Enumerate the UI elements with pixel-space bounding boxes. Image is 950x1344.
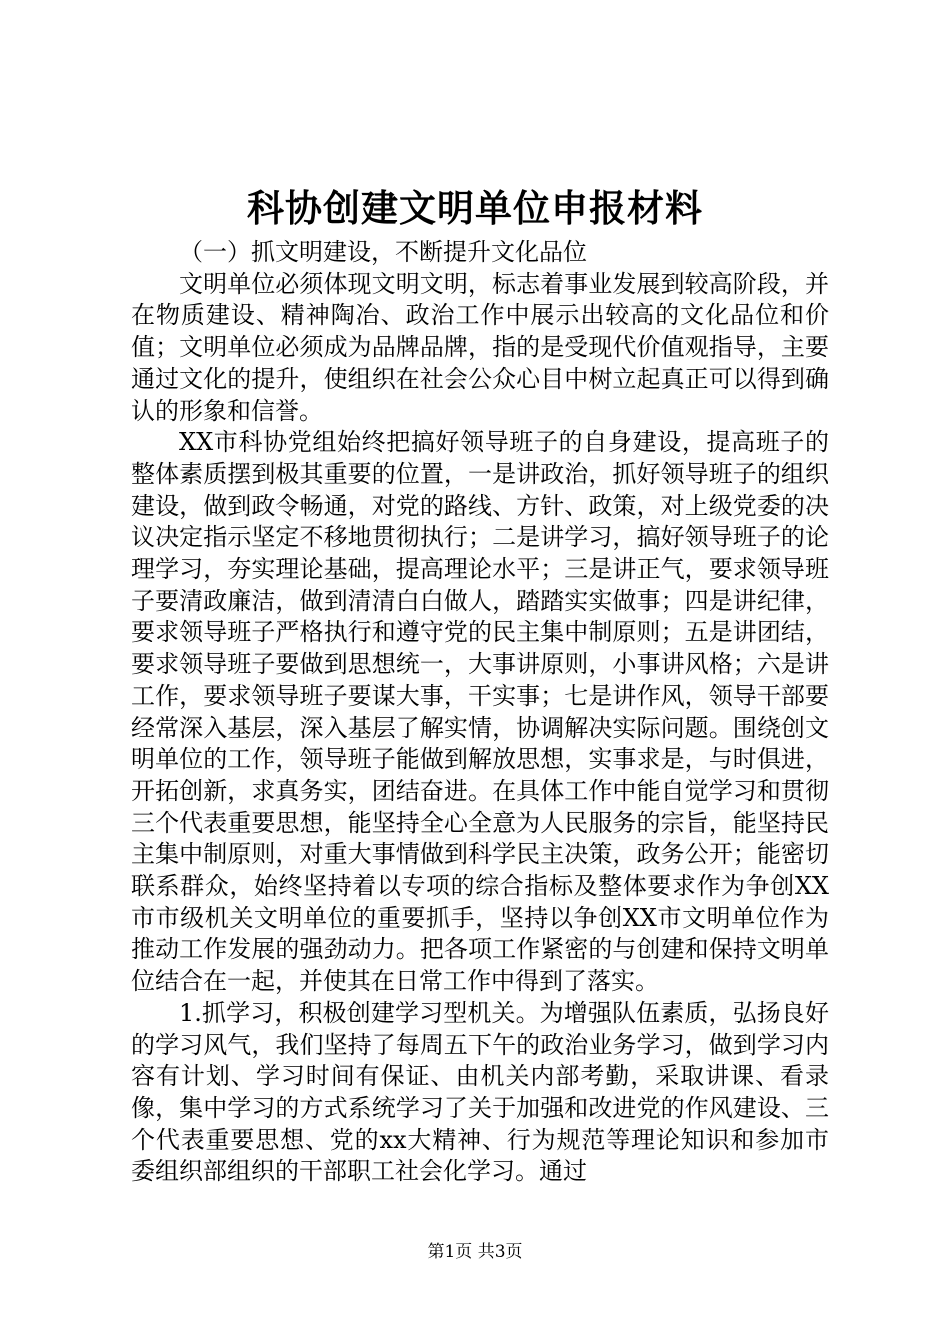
paragraph-study: 1.抓学习，积极创建学习型机关。为增强队伍素质，弘扬良好的学习风气，我们坚持了每周五下午的政治业务学习，做到学习内容有计划、学习时间有保证、由机关内部考勤，采取讲课、看录像，集中学习的方式系统学习了关于加强和改进党的作风建设、三个代表重要思想、党的xx大精神、行为规范等理论知识和参加市委组织部组织的干部职工社会化学习。通过 — [131, 998, 829, 1186]
paragraph-leadership: XX市科协党组始终把搞好领导班子的自身建设，提高班子的整体素质摆到极其重要的位置，一是讲政治，抓好领导班子的组织建设，做到政令畅通，对党的路线、方针、政策，对上级党委的决议决定指示坚定不移地贯彻执行；二是讲学习，搞好领导班子的论理学习，夯实理论基础，提高理论水平；三是讲正气，要求领导班子要清政廉洁，做到清清白白做人，踏踏实实做事；四是讲纪律，要求领导班子严格执行和遵守党的民主集中制原则；五是讲团结，要求领导班子要做到思想统一，大事讲原则，小事讲风格；六是讲工作，要求领导班子要谋大事，干实事；七是讲作风，领导干部要经常深入基层，深入基层了解实情，协调解决实际问题。围绕创文明单位的工作，领导班子能做到解放思想，实事求是，与时俱进，开拓创新，求真务实，团结奋进。在具体工作中能自觉学习和贯彻三个代表重要思想，能坚持全心全意为人民服务的宗旨，能坚持民主集中制原则，对重大事情做到科学民主决策，政务公开；能密切联系群众，始终坚持着以专项的综合指标及整体要求作为争创XX市市级机关文明单位的重要抓手，坚持以争创XX市文明单位作为推动工作发展的强劲动力。把各项工作紧密的与创建和保持文明单位结合在一起，并使其在日常工作中得到了落实。 — [131, 428, 829, 996]
page-number-footer: 第1页 共3页 — [427, 1242, 523, 1262]
document-body — [131, 237, 829, 1188]
document-title: 科协创建文明单位申报材料 — [247, 186, 703, 230]
paragraph-intro: 文明单位必须体现文明文明，标志着事业发展到较高阶段，并在物质建设、精神陶冶、政治工作中展示出较高的文化品位和价值；文明单位必须成为品牌品牌，指的是受现代价值观指导，主要通过文化的提升，使组织在社会公众心目中树立起真正可以得到确认的形象和信誉。 — [131, 269, 829, 425]
section-heading: （一）抓文明建设，不断提升文化品位 — [179, 238, 587, 266]
